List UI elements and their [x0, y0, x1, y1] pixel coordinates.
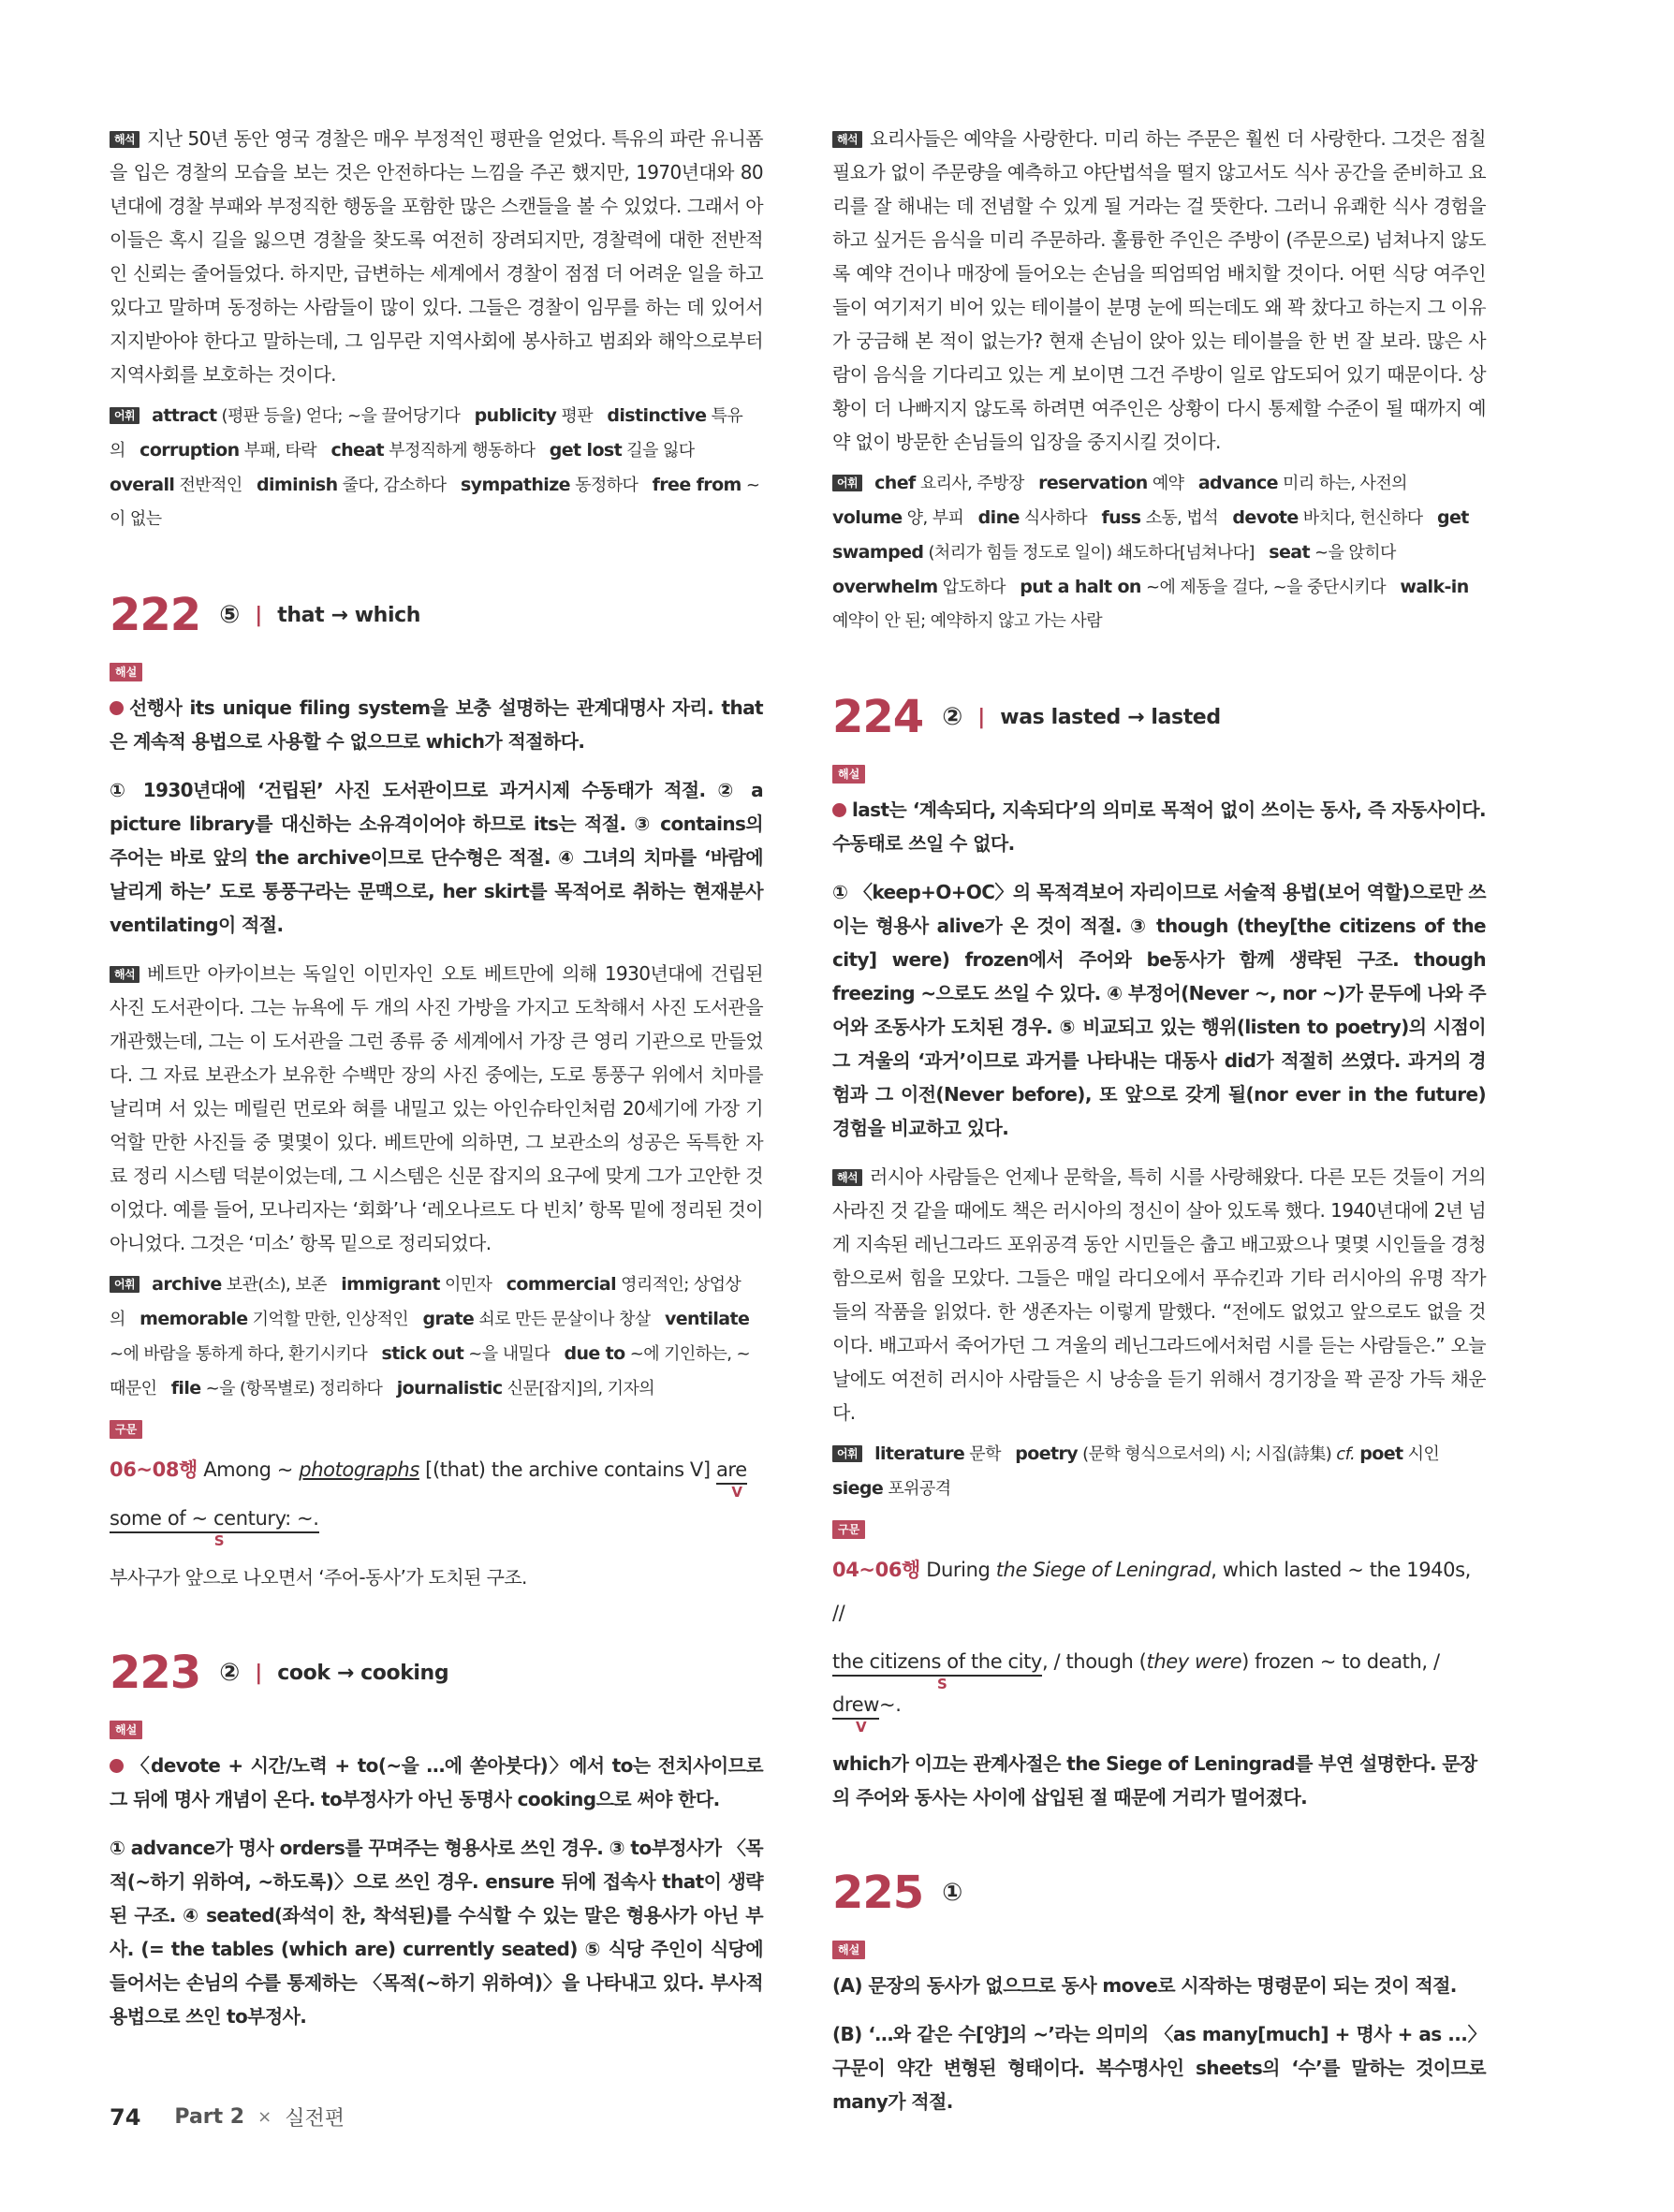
- q222-explanation-options: ① 1930년대에 ‘건립된’ 사진 도서관이므로 과거시제 수동태가 적절. ② a picture library를 대신하는 소유격이어야 하므로 its는 적절. ③ contains의 주어는 바로 앞의 the archive이므로 단수형은 적절. ④ 그녀의 치마를 ‘바람에 날리게 하는’ 도로 통풍구라는 문맥으로, her skirt를 목적어로 취하는 현재분사 ventilating이 적절.: [110, 779, 763, 936]
- verb: are V: [715, 1458, 747, 1501]
- question-number: 223: [110, 1647, 201, 1699]
- vocab-meaning: (처리가 힘들 정도로 일이) 쇄도하다[넘쳐나다]: [923, 543, 1255, 563]
- vocab-word: file: [170, 1378, 201, 1399]
- vocab-meaning: 소동, 법석: [1140, 508, 1219, 528]
- vocab-meaning: 기억할 만한, 인상적인: [247, 1310, 409, 1329]
- vocab-item: [461, 476, 638, 495]
- q225-explanation-a: (A) 문장의 동사가 없으므로 동사 move로 시작하는 명령문이 되는 것이 적절.: [832, 1974, 1457, 1997]
- vocab-item: [475, 406, 593, 426]
- vocab-item: [832, 578, 1006, 597]
- question-number: 222: [110, 589, 201, 641]
- vocab-item: [550, 441, 695, 461]
- vocab-meaning: (평판 등을) 얻다; ~을 끌어당기다: [216, 406, 461, 426]
- separator-icon: ×: [257, 2107, 272, 2127]
- vocab-item: [397, 1379, 654, 1399]
- vocab-word: diminish: [257, 475, 338, 495]
- q223-explanation-options: ① advance가 명사 orders를 꾸며주는 형용사로 쓰인 경우. ③ to부정사가 〈목적(~하기 위하여, ~하도록)〉으로 쓰인 경우. ensure 뒤에 접속사 that이 생략된 구조. ④ seated(좌석이 찬, 착석된)를 수식할 수 있는 말은 형용사가 아닌 부사. (= the tables (which are) currently seated) ⑤ 식당 주인이 식당에 들어서는 손님의 수를 통제하는 〈목적(~하기 위하여)〉을 나타내고 있다. 부사적 용법으로 쓰인 to부정사.: [110, 1837, 763, 2028]
- vocab-meaning: 부패, 타락: [239, 441, 317, 461]
- tag-vocab: 어휘: [110, 407, 140, 424]
- left-column: [110, 122, 763, 2033]
- bullet-icon: [110, 701, 124, 715]
- vocab-meaning: ~에 바람을 통하게 하다, 환기시키다: [110, 1344, 368, 1364]
- vocab-meaning: 부정직하게 행동하다: [384, 441, 536, 461]
- separator: |: [255, 603, 263, 627]
- question-number: 224: [832, 691, 924, 743]
- vocab-meaning: 쇠로 만든 문살이나 창살: [474, 1310, 651, 1329]
- answer-choice: ②: [942, 703, 963, 731]
- vocab-list: [110, 406, 759, 529]
- vocab-item: [1232, 508, 1422, 528]
- vocab-meaning: 양, 부피: [902, 508, 964, 528]
- vocab-meaning: 신문[잡지]의, 기자의: [502, 1379, 655, 1399]
- answer-choice: ⑤: [219, 601, 241, 629]
- q222-vocab: [110, 1267, 763, 1406]
- vocab-item: [832, 508, 963, 528]
- vocab-word: corruption: [140, 440, 240, 461]
- vocab-meaning: 특유의: [110, 406, 743, 461]
- tag-translation: 해석: [832, 1169, 862, 1186]
- vocab-word: free from: [652, 475, 742, 495]
- vocab-item: [1198, 474, 1407, 493]
- vocab-meaning: 영리적인; 상업상의: [110, 1275, 742, 1329]
- vocab-word: volume: [832, 507, 903, 528]
- answer-choice: ①: [942, 1879, 963, 1907]
- antecedent: photographs: [299, 1458, 419, 1481]
- page-footer: [110, 2102, 345, 2131]
- vocab-item: [341, 1275, 492, 1295]
- vocab-item: [152, 1275, 327, 1295]
- q221-translation: 해석 지난 50년 동안 영국 경찰은 매우 부정적인 평판을 얻었다. 특유의 파란 유니폼을 입은 경찰의 모습을 보는 것은 안전하다는 느낌을 주곤 했지만, 1970년대와 80년대에 경찰 부패와 부정직한 행동을 포함한 많은 스캔들을 볼 수 있었다. 그래서 아이들은 혹시 길을 잃으면 경찰을 찾도록 여전히 장려되지만, 경찰력에 대한 전반적인 신뢰는 줄어들었다. 하지만, 급변하는 세계에서 경찰이 점점 더 어려운 일을 하고 있다고 말하며 동정하는 사람들이 많이 있다. 그들은 경찰이 임무를 하는 데 있어서 지지받아야 한다고 말하는데, 그 임무란 지역사회에 봉사하고 범죄와 해악으로부터 지역사회를 보호하는 것이다.: [110, 127, 763, 386]
- q223-header: [110, 1647, 763, 1699]
- vocab-meaning: ~이 없는: [110, 476, 760, 529]
- q223-explanation-main: 〈devote + 시간/노력 + to(~을 …에 쏟아붓다)〉에서 to는 전치사이므로 그 뒤에 명사 개념이 온다. to부정사가 아닌 동명사 cooking으로 써야 한다.: [110, 1754, 763, 1810]
- vocab-meaning: 예약: [1147, 474, 1184, 493]
- vocab-word: cheat: [330, 440, 385, 461]
- vocab-word: get swamped: [832, 507, 1469, 563]
- q222-header: [110, 589, 763, 641]
- q225-header: [832, 1867, 1486, 1919]
- verb: drew V: [832, 1693, 879, 1736]
- vocab-list: [110, 1275, 750, 1399]
- vocab-word: sympathize: [460, 475, 570, 495]
- q223-translation: 해석 요리사들은 예약을 사랑한다. 미리 하는 주문은 훨씬 더 사랑한다. 그것은 점칠 필요가 없이 주문량을 예측하고 야단법석을 떨지 않고서도 식사 공간을 준비하고 요리를 잘 해내는 데 전념할 수 있게 될 거라는 걸 뜻한다. 그러니 유쾌한 식사 경험을 하고 싶거든 음식을 미리 주문하라. 훌륭한 주인은 주방이 (주문으로) 넘쳐나지 않도록 예약 건이나 매장에 들어오는 손님을 띄엄띄엄 배치할 것이다. 어떤 식당 여주인들이 여기저기 비어 있는 테이블이 분명 눈에 띄는데도 왜 꽉 찼다고 하는지 그 이유가 궁금해 본 적이 없는가? 현재 손님이 앉아 있는 테이블을 한 번 잘 보라. 많은 사람이 음식을 기다리고 있는 게 보이면 그건 주방이 일로 압도되어 있기 때문이다. 상황이 더 나빠지지 않도록 하려면 여주인은 상황이 다시 통제할 수준이 될 때까지 예약 없이 방문한 손님들의 입장을 중지시킬 것이다.: [832, 127, 1486, 453]
- vocab-meaning: 전반적인: [174, 476, 242, 495]
- vocab-word: due to: [564, 1343, 625, 1364]
- vocab-item: [330, 441, 535, 461]
- vocab-meaning: 바치다, 헌신하다: [1298, 508, 1423, 528]
- tag-vocab: 어휘: [110, 1276, 140, 1293]
- vocab-item: [152, 406, 460, 426]
- vocab-item: [382, 1344, 551, 1364]
- verb-marker: V: [856, 1719, 867, 1736]
- vocab-item: [874, 474, 1024, 493]
- tag-structure: 구문: [832, 1520, 865, 1539]
- chapter-label: 실전편: [285, 2107, 345, 2131]
- vocab-word: distinctive: [607, 405, 707, 426]
- vocab-meaning: 줄다, 감소하다: [337, 476, 447, 495]
- subject: some of ~ century: ~. S: [110, 1507, 319, 1549]
- vocab-meaning: 평판: [556, 406, 593, 426]
- vocab-word: archive: [152, 1274, 222, 1295]
- vocab-word: walk-in: [1400, 577, 1469, 597]
- q222-translation: 해석 베트만 아카이브는 독일인 이민자인 오토 베트만에 의해 1930년대에 건립된 사진 도서관이다. 그는 뉴욕에 두 개의 사진 가방을 가지고 도착해서 사진 도서관을 개관했는데, 그는 이 도서관을 그런 종류 중 세계에서 가장 큰 영리 기관으로 만들었다. 그 자료 보관소가 보유한 수백만 장의 사진 중에는, 도로 통풍구 위에서 치마를 날리며 서 있는 메릴린 먼로와 혀를 내밀고 있는 아인슈타인처럼 20세기에 가장 기억할 만한 사진들 중 몇몇이 있다. 베트만에 의하면, 그 보관소의 성공은 독특한 자료 정리 시스템 덕분이었는데, 그 시스템은 신문 잡지의 요구에 맞게 그가 고안한 것이었다. 예를 들어, 모나리자는 ‘회화’나 ‘레오나르도 다 빈치’ 항목 밑에 정리된 것이 아니었다. 그것은 ‘미소’ 항목 밑으로 정리되었다.: [110, 962, 763, 1254]
- vocab-word: memorable: [140, 1309, 248, 1329]
- separator: |: [977, 705, 986, 729]
- correction: was lasted → lasted: [1000, 705, 1221, 729]
- verb-marker: V: [731, 1484, 742, 1501]
- separator: |: [255, 1661, 263, 1685]
- vocab-word: grate: [422, 1309, 475, 1329]
- tag-translation: 해석: [832, 131, 862, 148]
- q225-explanation-b: (B) ‘…와 같은 수[양]의 ~’라는 의미의 〈as many[much] + 명사 + as ...〉 구문이 약간 변형된 형태이다. 복수명사인 sheets의 ‘수’를 말하는 것이므로 many가 적절.: [832, 2023, 1486, 2113]
- vocab-item: [1020, 578, 1386, 597]
- bullet-icon: [110, 1759, 124, 1773]
- tag-explanation: 해설: [110, 1721, 142, 1739]
- vocab-word: seat: [1269, 542, 1310, 563]
- subject-marker: S: [213, 1532, 225, 1549]
- line-ref: 06~08행: [110, 1458, 198, 1481]
- q222-explanation-main: 선행사 its unique filing system을 보충 설명하는 관계대명사 자리. that은 계속적 용법으로 사용할 수 없으므로 which가 적절하다.: [110, 696, 763, 753]
- answer-choice: ②: [219, 1659, 241, 1687]
- vocab-item: [140, 441, 316, 461]
- vocab-meaning: 압도하다: [937, 578, 1006, 597]
- q222-structure-note: 부사구가 앞으로 나오면서 ‘주어-동사’가 도치된 구조.: [110, 1566, 527, 1589]
- vocab-word: immigrant: [341, 1274, 440, 1295]
- tag-translation: 해석: [110, 131, 140, 148]
- tag-explanation: 해설: [110, 663, 142, 681]
- q224-structure-line2: the citizens of the city S , / though (they were) frozen ~ to death, / drew V ~.: [832, 1650, 1440, 1736]
- vocab-meaning: 길을 잃다: [622, 441, 695, 461]
- vocab-meaning: 미리 하는, 사전의: [1277, 474, 1407, 493]
- q224-header: [832, 691, 1486, 743]
- tag-explanation: 해설: [832, 1941, 865, 1959]
- vocab-meaning: 이민자: [439, 1275, 492, 1295]
- vocab-meaning: 식사하다: [1019, 508, 1088, 528]
- vocab-meaning: ~을 내밀다: [463, 1344, 551, 1364]
- vocab-item: [1101, 508, 1218, 528]
- tag-translation: 해석: [110, 966, 140, 983]
- vocab-word: devote: [1232, 507, 1299, 528]
- vocab-word: commercial: [506, 1274, 616, 1295]
- vocab-item: [171, 1379, 383, 1399]
- vocab-word: advance: [1197, 473, 1278, 493]
- vocab-word: get lost: [549, 440, 623, 461]
- vocab-word: fuss: [1101, 507, 1141, 528]
- vocab-item: [422, 1310, 650, 1329]
- q224-explanation-main: last는 ‘계속되다, 지속되다’의 의미로 목적어 없이 쓰이는 동사, 즉 자동사이다. 수동태로 쓰일 수 없다.: [832, 798, 1486, 855]
- vocab-word: stick out: [381, 1343, 464, 1364]
- vocab-word: ventilate: [664, 1309, 750, 1329]
- q222-structure-line2: [110, 1497, 763, 1549]
- vocab-item: [257, 476, 447, 495]
- vocab-word: overwhelm: [832, 577, 938, 597]
- vocab-meaning: ~에 제동을 걸다, ~을 중단시키다: [1140, 578, 1386, 597]
- q224-structure-line1: 04~06행 During the Siege of Leningrad, which lasted ~ the 1940s, //: [832, 1559, 1471, 1624]
- vocab-word: chef: [874, 473, 916, 493]
- bullet-icon: [832, 803, 846, 817]
- q224-translation: 해석 러시아 사람들은 언제나 문학을, 특히 시를 사랑해왔다. 다른 모든 것들이 거의 사라진 것 같을 때에도 책은 러시아의 정신이 살아 있도록 했다. 1940년대에 2년 넘게 지속된 레닌그라드 포위공격 동안 시민들은 춥고 배고팠으나 몇몇 시인들을 경청함으로써 힘을 모았다. 그들은 매일 라디오에서 푸슈킨과 기타 러시아의 유명 작가들의 작품을 읽었다. 한 생존자는 이렇게 말했다. “전에도 없었고 앞으로도 없을 것이다. 배고파서 죽어가던 그 겨울의 레닌그라드에서처럼 시를 듣는 사람들은.” 오늘날에도 여전히 러시아 사람들은 시 낭송을 듣기 위해서 경기장을 꽉 곧장 가득 채운다.: [832, 1165, 1486, 1424]
- vocab-meaning: 동정하다: [569, 476, 639, 495]
- correction: that → which: [277, 603, 420, 627]
- question-number: 225: [832, 1867, 924, 1919]
- tag-vocab: 어휘: [832, 1445, 862, 1462]
- subject: the citizens of the city S: [832, 1650, 1042, 1692]
- vocab-meaning: ~을 앉히다: [1309, 543, 1396, 563]
- tag-structure: 구문: [110, 1420, 142, 1439]
- vocab-item: [110, 476, 242, 495]
- vocab-word: put a halt on: [1020, 577, 1141, 597]
- vocab-word: publicity: [474, 405, 557, 426]
- vocab-word: dine: [977, 507, 1020, 528]
- vocab-meaning: ~에 기인하는, ~ 때문인: [110, 1344, 751, 1399]
- vocab-item: [1038, 474, 1183, 493]
- page-number: 74: [110, 2103, 141, 2131]
- vocab-meaning: 요리사, 주방장: [915, 474, 1024, 493]
- tag-vocab: 어휘: [832, 475, 862, 491]
- vocab-word: attract: [152, 405, 217, 426]
- right-column: [832, 122, 1486, 2118]
- vocab-item: [1269, 543, 1396, 563]
- vocab-word: journalistic: [396, 1378, 503, 1399]
- vocab-meaning: 예약이 안 된; 예약하지 않고 가는 사람: [832, 611, 1103, 631]
- vocab-word: reservation: [1038, 473, 1148, 493]
- q223-vocab: [832, 466, 1486, 638]
- subject-marker: S: [936, 1676, 947, 1692]
- q221-vocab: [110, 399, 763, 536]
- q224-explanation-options: ① 〈keep+O+OC〉의 목적격보어 자리이므로 서술적 용법(보어 역할)으로만 쓰이는 형용사 alive가 온 것이 적절. ③ though (they[the citizens of the city] were) frozen에서 주어와 be동사가 함께 생략된 구조. though freezing ~으로도 쓰일 수 있다. ④ 부정어(Never ~, nor ~)가 문두에 나와 주어와 조동사가 도치된 경우. ⑤ 비교되고 있는 행위(listen to poetry)의 시점이 그 겨울의 ‘과거’이므로 과거를 나타내는 대동사 did가 적절히 쓰였다. 과거의 경험과 그 이전(Never before), 또 앞으로 갖게 될(nor ever in the future) 경험을 비교하고 있다.: [832, 881, 1486, 1139]
- correction: cook → cooking: [277, 1661, 449, 1685]
- vocab-item: [978, 508, 1087, 528]
- vocab-meaning: ~을 (항목별로) 정리하다: [200, 1379, 383, 1399]
- tag-explanation: 해설: [832, 765, 865, 784]
- vocab-word: overall: [110, 475, 175, 495]
- q222-structure-line1: 06~08행 Among ~ photographs [(that) the archive contains V] are V: [110, 1458, 747, 1501]
- part-label: Part 2: [174, 2105, 245, 2129]
- q224-vocab: 어휘 literature 문학 poetry (문학 형식으로서의) 시; 시집(詩集) cf. poet 시인 siege 포위공격: [832, 1443, 1440, 1499]
- vocab-item: [140, 1310, 408, 1329]
- vocab-list: [832, 474, 1469, 631]
- vocab-meaning: 보관(소), 보존: [221, 1275, 327, 1295]
- line-ref: 04~06행: [832, 1559, 920, 1581]
- q224-structure-note: which가 이끄는 관계사절은 the Siege of Leningrad를 부연 설명한다. 문장의 주어와 동사는 사이에 삽입된 절 때문에 거리가 멀어졌다.: [832, 1752, 1477, 1809]
